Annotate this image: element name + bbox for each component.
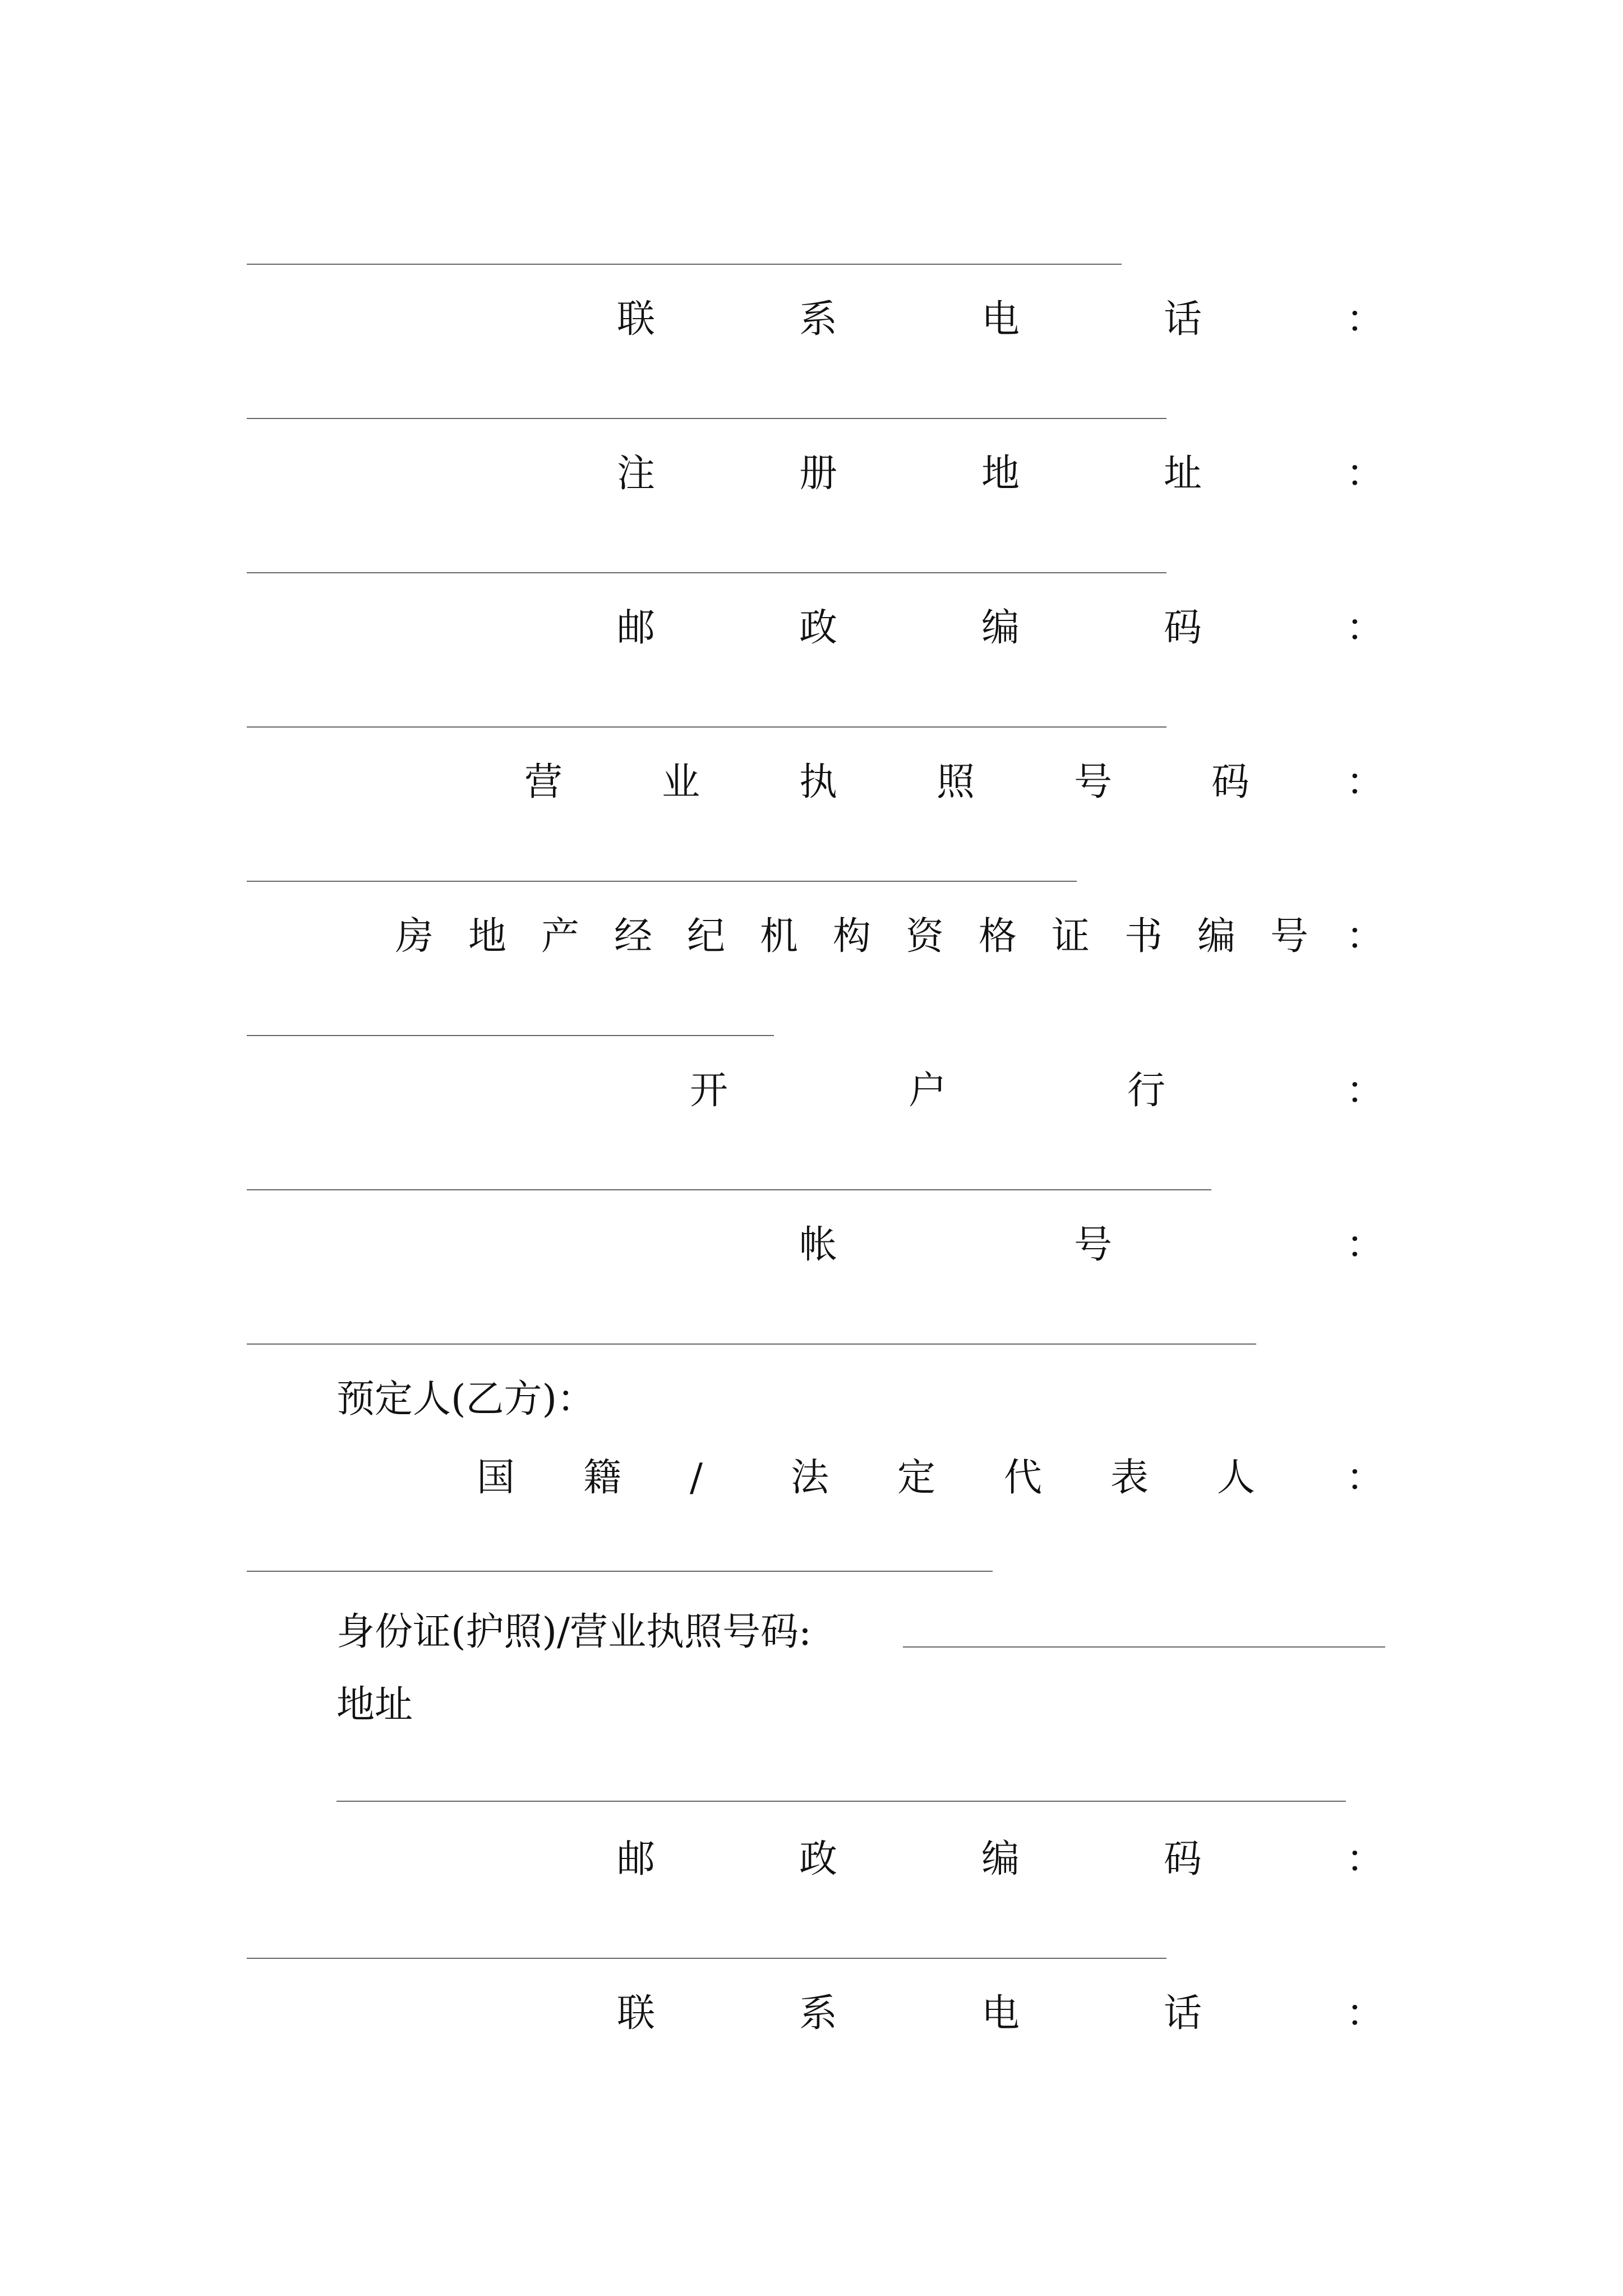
label-char: 产: [541, 914, 580, 959]
label-char: 执: [799, 760, 838, 804]
business-license-blank[interactable]: [247, 881, 1077, 882]
label-char: 书: [1124, 914, 1163, 959]
label-char: 地: [981, 452, 1020, 496]
label-char: 号: [1270, 914, 1309, 959]
seller-business-license-row: [0, 754, 1623, 811]
label-char: 行: [1127, 1069, 1166, 1113]
seller-bank-row: [0, 1063, 1623, 1119]
buyer-id-blank[interactable]: [903, 1646, 1385, 1648]
label-char: 号: [1074, 1223, 1113, 1267]
buyer-heading: 预定人(乙方)：: [336, 1377, 596, 1421]
label-char: 照: [937, 760, 975, 804]
label-char: 人: [1217, 1456, 1256, 1500]
postal-code-blank[interactable]: [247, 726, 1166, 728]
label-char: 话: [1164, 297, 1202, 342]
label-char: 册: [799, 452, 838, 496]
label-char: 政: [799, 606, 838, 650]
label-char: 证: [1052, 914, 1090, 959]
account-blank[interactable]: [247, 1343, 1256, 1345]
label-char: 话: [1164, 1991, 1202, 2036]
label-char: 国: [477, 1456, 515, 1500]
seller-account-row: [0, 1217, 1623, 1273]
label-char: 帐: [799, 1223, 838, 1267]
buyer-address-blank[interactable]: [336, 1801, 1346, 1802]
label-char: 构: [833, 914, 872, 959]
colon: ：: [1346, 1991, 1385, 2036]
colon: ：: [1346, 760, 1385, 804]
label-char: 址: [1164, 452, 1202, 496]
buyer-id-label: 身份证(护照)/营业执照号码:: [336, 1610, 811, 1654]
buyer-postal-code-row: [0, 1832, 1623, 1888]
label-char: 联: [617, 1991, 656, 2036]
colon: ：: [1346, 1223, 1385, 1267]
seller-postal-code-row: [0, 600, 1623, 656]
seller-broker-qualification-row: [0, 909, 1623, 965]
colon: ：: [1346, 606, 1385, 650]
label-char: 电: [981, 1991, 1020, 2036]
label-char: 房: [395, 914, 434, 959]
label-char: 地: [468, 914, 507, 959]
contact-phone-blank[interactable]: [247, 418, 1166, 419]
label-char: 定: [897, 1456, 936, 1500]
label-char: 资: [906, 914, 944, 959]
label-char: 码: [1164, 606, 1202, 650]
label-char: 系: [799, 297, 838, 342]
label-char: 营: [524, 760, 563, 804]
label-char: 注: [617, 452, 656, 496]
colon: ：: [1346, 297, 1385, 342]
seller-registered-address-row: [0, 446, 1623, 502]
label-char: 编: [981, 1837, 1020, 1881]
colon: ：: [1346, 914, 1385, 959]
label-char: 码: [1211, 760, 1250, 804]
label-char: 码: [1164, 1837, 1202, 1881]
buyer-contact-phone-row: [0, 1986, 1623, 2042]
label-char: 法: [791, 1456, 829, 1500]
label-char: 籍: [583, 1456, 622, 1500]
colon: ：: [1346, 1456, 1385, 1500]
label-char: 开: [690, 1069, 728, 1113]
colon: ：: [1346, 1069, 1385, 1113]
label-char: 邮: [617, 1837, 656, 1881]
label-char: 代: [1004, 1456, 1043, 1500]
broker-qualification-blank[interactable]: [247, 1035, 774, 1036]
label-char: 表: [1110, 1456, 1149, 1500]
label-char: 编: [1197, 914, 1236, 959]
colon: ：: [1346, 1837, 1385, 1881]
label-char: 机: [760, 914, 799, 959]
label-char: 号: [1074, 760, 1113, 804]
label-char: 系: [799, 1991, 838, 2036]
buyer-address-label: 地址: [336, 1683, 413, 1727]
colon: ：: [1346, 452, 1385, 496]
label-char: 邮: [617, 606, 656, 650]
label-char: 经: [614, 914, 653, 959]
blank-line[interactable]: [247, 264, 1122, 265]
label-char: 格: [979, 914, 1017, 959]
label-char: 编: [981, 606, 1020, 650]
nationality-rep-blank[interactable]: [247, 1571, 993, 1572]
buyer-postal-code-blank[interactable]: [247, 1958, 1166, 1959]
seller-contact-phone-row: [0, 292, 1623, 348]
buyer-nationality-rep-row: [0, 1450, 1623, 1506]
bank-blank[interactable]: [247, 1189, 1211, 1190]
label-char: 联: [617, 297, 656, 342]
label-char: 政: [799, 1837, 838, 1881]
registered-address-blank[interactable]: [247, 572, 1166, 573]
label-char: /: [690, 1456, 703, 1500]
label-char: 户: [909, 1069, 947, 1113]
label-char: 纪: [687, 914, 726, 959]
label-char: 业: [662, 760, 700, 804]
label-char: 电: [981, 297, 1020, 342]
